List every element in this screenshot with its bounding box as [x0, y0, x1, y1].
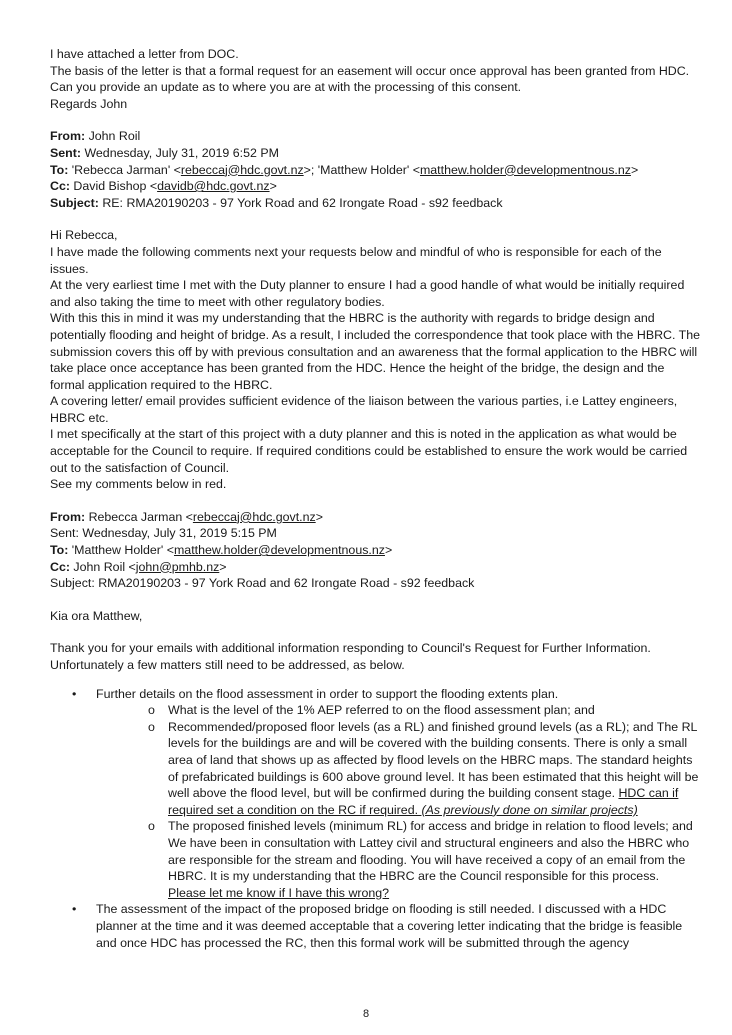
circle-bullet-icon: o — [148, 819, 155, 834]
paragraph: With this this in mind it was my understanding that the HBRC is the authority with regards to bridge design and potentially flooding and height of bridge. As a result, I included the correspondence that took place with the HBRC. The submission covers this off by with previous consultation and an awareness that the formal application to the HBRC will take place once acceptance has been granted from the HDC. Hence the height of the bridge, the design and the formal application required to the HBRC. — [50, 311, 700, 392]
intro-line: I have attached a letter from DOC. — [50, 47, 239, 61]
subject-value: RMA20190203 - 97 York Road and 62 Irongate Road - s92 feedback — [98, 576, 475, 591]
paragraph: A covering letter/ email provides sufficient evidence of the liaison between the various parties, i.e Lattey engineers, HBRC etc. — [50, 394, 678, 425]
subject-value: RE: RMA20190203 - 97 York Road and 62 Irongate Road - s92 feedback — [102, 195, 503, 210]
intro-line: Regards John — [50, 96, 128, 111]
paragraph: See my comments below in red. — [50, 477, 227, 492]
list-item: • The assessment of the impact of the proposed bridge on flooding is still needed. I discussed with a HDC planner at the time and it was deemed acceptable that a covering letter indicating that the bridge is feasible and once HDC has processed the RC, then this formal work will be submitted through the agency — [72, 902, 683, 950]
paragraph: Thank you for your emails with additional information responding to Council's Request for Further Information. Unfortunately a few matters still need to be addressed, as below. — [50, 641, 651, 672]
paragraph: I have made the following comments next your requests below and mindful of who is responsible for each of the issues. — [50, 244, 662, 276]
sub-list — [96, 702, 700, 901]
from-value: John Roil — [88, 129, 141, 144]
email-link[interactable]: rebeccaj@hdc.govt.nz — [180, 162, 304, 177]
email-body-1 — [50, 227, 700, 493]
email-link[interactable]: matthew.holder@developmentnous.nz — [173, 543, 385, 558]
sub-list-item: o The proposed finished levels (minimum RL) for access and bridge in relation to flood levels; and We have been in consultation with Lattey civil and structural engineers and also the HBRC who are responsible for the stream and flooding. You will have received a copy of an email from the HBRC. It is my understanding that the HBRC are the Council responsible for this process. Please let me know if I have this wrong? — [148, 819, 693, 900]
email-header-2: From: Rebecca Jarman <rebeccaj@hdc.govt.nz> Sent: Wednesday, July 31, 2019 5:15 PM To: 'Matthew Holder' <matthew.holder@developmentnous.nz> Cc: John Roil <john@pmhb.nz> Subject: RMA20190203 - 97 York Road and 62 Irongate Road - s92 feedback — [50, 509, 475, 591]
paragraph: I met specifically at the start of this project with a duty planner and this is noted in the application as what would be acceptable for the Council to require. If required conditions could be established to ensure the work would be carried out to the satisfaction of Council. — [50, 427, 688, 475]
email-link[interactable]: rebeccaj@hdc.govt.nz — [192, 509, 316, 524]
sub-list-item: o Recommended/proposed floor levels (as a RL) and finished ground levels (as a RL); and The RL levels for the buildings are and will be covered with the building consents. There is only a small area of land that shows up as affected by flood levels on the HBRC maps. The standard heights of prefabricated buildings is 600 above ground level. It has been estimated that this height will be well above the flood level, but will be confirmed during the building consent stage. HDC can if required set a condition on the RC if required. (As previously done on similar projects) — [148, 719, 699, 817]
page-number: 8 — [362, 1008, 370, 1020]
intro-block — [50, 46, 700, 112]
document-page — [50, 46, 700, 951]
email-link[interactable]: matthew.holder@developmentnous.nz — [419, 162, 631, 177]
sent-value: Wednesday, July 31, 2019 5:15 PM — [82, 526, 277, 541]
list-item: • Further details on the flood assessment in order to support the flooding extents plan. o What is the level of the 1% AEP referred to on the flood assessment plan; and o Recommended/proposed floor levels (as a RL) and finished ground levels (as a RL); and The RL levels for the buildings are and will be covered with the building consents. There is only a small area of land that shows up as affected by flood levels on the HBRC maps. The standard heights of prefabricated buildings is 600 above ground level. It has been estimated that this height will be well above the flood level, but will be confirmed during the building consent stage. HDC can if required set a condition on the RC if required. (As previously done on similar projects) o The proposed finished levels (minimum RL) for access and bridge in relation to flood levels; and We have been in consultation with Lattey civil and structural engineers and also the HBRC who are responsible for the stream and flooding. You will have received a copy of an email from the HBRC. It is my understanding that the HBRC are the Council responsible for this process. Please let me know if I have this wrong? — [72, 686, 699, 900]
paragraph: At the very earliest time I met with the Duty planner to ensure I had a good handle of what would be initially required and also taking the time to meet with other regulatory bodies. — [50, 278, 685, 309]
greeting: Kia ora Matthew, — [50, 608, 143, 623]
request-list — [50, 686, 700, 952]
intro-line: The basis of the letter is that a formal request for an easement will occur once approval has been granted from HDC. — [50, 63, 690, 78]
sub-list-item: o What is the level of the 1% AEP referred to on the flood assessment plan; and — [148, 703, 595, 718]
sent-value: Wednesday, July 31, 2019 6:52 PM — [84, 145, 279, 160]
bullet-icon: • — [72, 686, 77, 701]
circle-bullet-icon: o — [148, 703, 155, 718]
greeting: Hi Rebecca, — [50, 228, 118, 243]
intro-line: Can you provide an update as to where you are at with the processing of this consent. — [50, 80, 522, 95]
bullet-icon: • — [72, 902, 77, 917]
email-link[interactable]: john@pmhb.nz — [135, 559, 220, 574]
circle-bullet-icon: o — [148, 719, 155, 734]
email-header-1: From: John Roil Sent: Wednesday, July 31, 2019 6:52 PM To: 'Rebecca Jarman' <rebeccaj@hdc.govt.nz>; 'Matthew Holder' <matthew.holder@developmentnous.nz> Cc: David Bishop <davidb@hdc.govt.nz> Subject: RE: RMA20190203 - 97 York Road and 62 Irongate Road - s92 feedback — [50, 129, 639, 210]
email-link[interactable]: davidb@hdc.govt.nz — [157, 179, 270, 194]
